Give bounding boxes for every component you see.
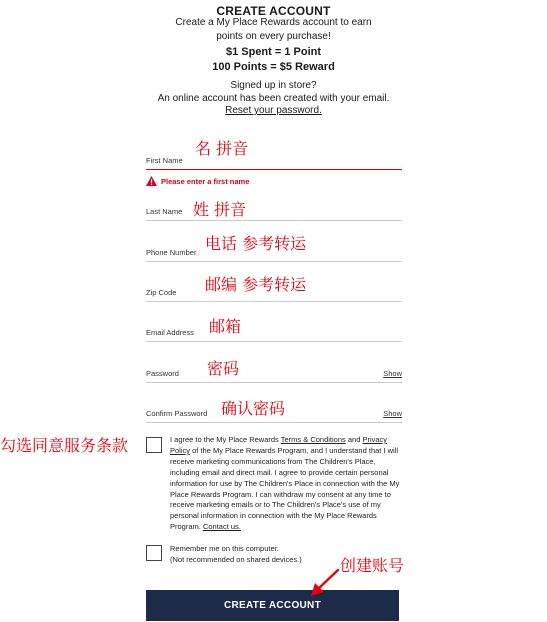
store-line-2: An online account has been created with your email. xyxy=(157,92,390,104)
privacy-link-part-1[interactable]: Privacy xyxy=(362,435,388,444)
terms-text-part-2: of the My Place Rewards Program, and I understand that I will receive marketing communications from The Children's Place, including email and direct mail. I agree to provide certain personal information for use by The Children's Place in connection with the My Place Rewards Program. I can withdraw my consent at any time to receive marketing emails or to The Children's Place's use of my personal information in connection with the My Place Rewards Program. xyxy=(170,445,400,532)
terms-text-part-1: I agree to the My Place Rewards xyxy=(170,435,281,444)
terms-text xyxy=(170,435,402,533)
phone-number-label: Phone Number xyxy=(146,248,197,257)
email-field[interactable] xyxy=(146,318,402,342)
arrow-icon xyxy=(308,566,344,598)
contact-us-link[interactable]: Contact us. xyxy=(202,522,241,532)
annotation-confirm-password: 确认密码 xyxy=(221,399,286,418)
annotation-submit: 创建账号 xyxy=(340,556,405,575)
show-confirm-password-button[interactable]: Show xyxy=(383,409,402,418)
email-label: Email Address xyxy=(146,328,194,337)
annotation-first-name: 名 拼音 xyxy=(195,139,249,158)
last-name-label: Last Name xyxy=(146,207,183,216)
password-label: Password xyxy=(146,369,179,378)
first-name-error-text: Please enter a first name xyxy=(161,176,250,186)
warning-icon xyxy=(146,176,157,186)
first-name-error xyxy=(146,175,249,187)
last-name-field[interactable] xyxy=(146,197,402,221)
annotation-last-name: 姓 拼音 xyxy=(193,200,247,219)
reset-password-link[interactable]: Reset your password. xyxy=(225,105,322,116)
points-rate-1: $1 Spent = 1 Point xyxy=(225,46,322,58)
intro-line-1: Create a My Place Rewards account to earn xyxy=(175,17,372,28)
remember-me-text xyxy=(170,544,302,565)
terms-text-and: and xyxy=(345,435,363,444)
store-line-1: Signed up in store? xyxy=(230,80,317,91)
show-password-button[interactable]: Show xyxy=(383,369,402,378)
terms-checkbox[interactable] xyxy=(146,437,162,453)
create-account-button[interactable]: CREATE ACCOUNT xyxy=(146,590,399,621)
intro-text xyxy=(0,16,547,44)
remember-me-checkbox[interactable] xyxy=(146,545,162,561)
first-name-label: First Name xyxy=(146,156,183,165)
annotation-password: 密码 xyxy=(207,359,240,378)
annotation-terms: 勾选同意服务条款 xyxy=(0,436,129,455)
first-name-field[interactable] xyxy=(146,146,402,170)
remember-line-1: Remember me on this computer. xyxy=(170,544,279,553)
annotation-email: 邮箱 xyxy=(209,317,242,336)
annotation-zip: 邮编 参考转运 xyxy=(205,275,307,294)
zip-code-label: Zip Code xyxy=(146,288,177,297)
annotation-phone: 电话 参考转运 xyxy=(205,234,307,253)
page-title: CREATE ACCOUNT xyxy=(216,4,331,18)
intro-line-2: points on every purchase! xyxy=(216,31,331,42)
confirm-password-label: Confirm Password xyxy=(146,409,208,418)
store-signup-note xyxy=(0,80,547,118)
privacy-link-part-2[interactable]: Policy xyxy=(170,445,191,455)
points-rate-2: 100 Points = $5 Reward xyxy=(212,61,335,73)
password-field[interactable] xyxy=(146,359,402,383)
remember-line-2: (Not recommended on shared devices.) xyxy=(170,554,302,564)
terms-conditions-link[interactable]: Terms & Conditions xyxy=(280,435,346,444)
